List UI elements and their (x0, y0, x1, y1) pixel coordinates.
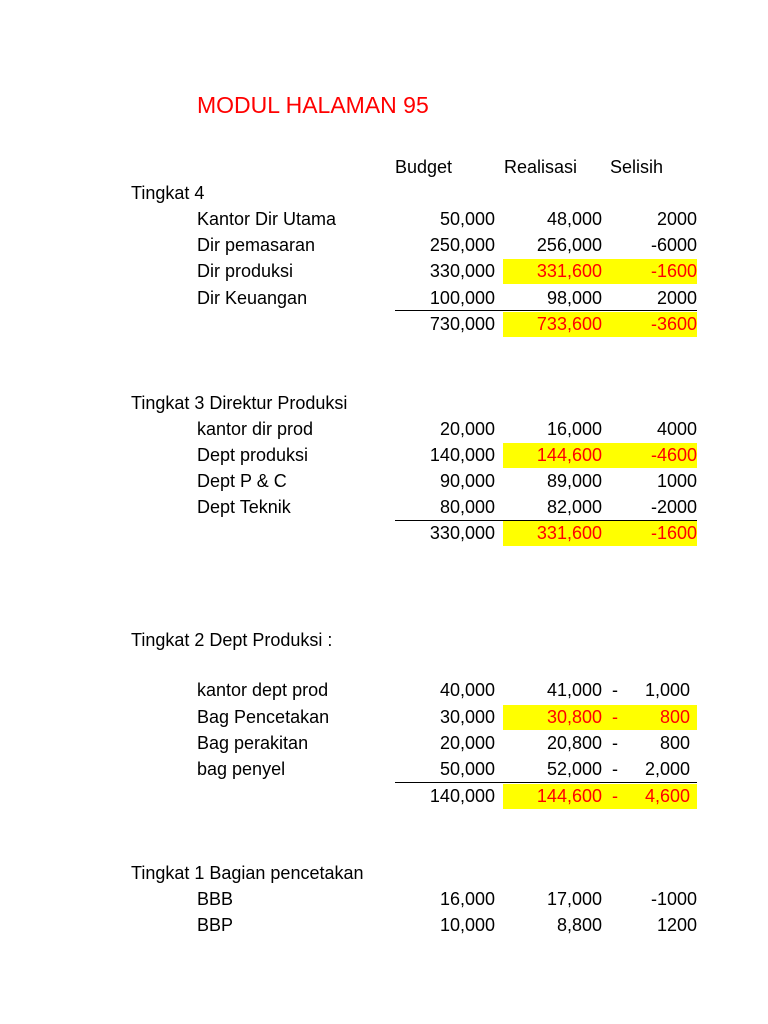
cell-budget: 80,000 (439, 497, 495, 517)
cell-minus-sign: - (612, 733, 618, 753)
cell-realisasi: 82,000 (546, 497, 602, 517)
header-budget: Budget (395, 157, 453, 177)
section-heading: Tingkat 2 Dept Produksi : (131, 630, 333, 650)
cell-realisasi-highlight: 30,800 (546, 707, 602, 727)
row-label: Dir produksi (197, 261, 294, 281)
total-realisasi: 733,600 (536, 314, 602, 334)
cell-realisasi: 256,000 (536, 235, 602, 255)
row-label: Kantor Dir Utama (197, 209, 337, 229)
row-label: Bag Pencetakan (197, 707, 330, 727)
cell-minus-sign: - (612, 707, 618, 727)
cell-realisasi: 17,000 (546, 889, 602, 909)
cell-realisasi: 20,800 (546, 733, 602, 753)
total-budget: 330,000 (429, 523, 495, 543)
cell-budget: 90,000 (439, 471, 495, 491)
cell-selisih: 2000 (656, 288, 697, 308)
row-label: bag penyel (197, 759, 286, 779)
cell-budget: 30,000 (439, 707, 495, 727)
row-label: Dept Teknik (197, 497, 291, 517)
cell-selisih: -1000 (650, 889, 697, 909)
cell-budget: 100,000 (429, 288, 495, 308)
cell-minus-sign: - (612, 786, 618, 806)
section-heading: Tingkat 4 (131, 183, 205, 203)
cell-realisasi: 48,000 (546, 209, 602, 229)
total-rule (395, 782, 697, 783)
cell-budget: 20,000 (439, 419, 495, 439)
cell-budget: 50,000 (439, 209, 495, 229)
row-label: BBB (197, 889, 234, 909)
row-label: Dept produksi (197, 445, 309, 465)
total-budget: 730,000 (429, 314, 495, 334)
total-selisih: 4,600 (644, 786, 690, 806)
cell-realisasi: 8,800 (556, 915, 602, 935)
cell-realisasi-highlight: 331,600 (536, 261, 602, 281)
cell-realisasi: 89,000 (546, 471, 602, 491)
cell-selisih: 800 (659, 733, 690, 753)
cell-budget: 140,000 (429, 445, 495, 465)
cell-budget: 16,000 (439, 889, 495, 909)
cell-minus-sign: - (612, 680, 618, 700)
row-label: kantor dir prod (197, 419, 314, 439)
cell-realisasi: 16,000 (546, 419, 602, 439)
section-heading: Tingkat 1 Bagian pencetakan (131, 863, 364, 883)
cell-selisih: -6000 (650, 235, 697, 255)
total-rule (395, 310, 697, 311)
section-heading: Tingkat 3 Direktur Produksi (131, 393, 348, 413)
cell-budget: 10,000 (439, 915, 495, 935)
cell-selisih: -2000 (650, 497, 697, 517)
cell-selisih-highlight: -1600 (650, 261, 697, 281)
cell-selisih: 1000 (656, 471, 697, 491)
cell-budget: 330,000 (429, 261, 495, 281)
cell-budget: 50,000 (439, 759, 495, 779)
header-realisasi: Realisasi (504, 157, 578, 177)
row-label: Bag perakitan (197, 733, 309, 753)
cell-selisih-highlight: 800 (659, 707, 690, 727)
total-selisih: -1600 (650, 523, 697, 543)
cell-realisasi-highlight: 144,600 (536, 445, 602, 465)
header-selisih: Selisih (610, 157, 664, 177)
cell-selisih: 2000 (656, 209, 697, 229)
page-title: MODUL HALAMAN 95 (197, 92, 429, 118)
row-label: Dir Keuangan (197, 288, 308, 308)
total-realisasi: 144,600 (536, 786, 602, 806)
row-label: BBP (197, 915, 234, 935)
cell-selisih: 2,000 (644, 759, 690, 779)
cell-budget: 20,000 (439, 733, 495, 753)
row-label: Dir pemasaran (197, 235, 316, 255)
row-label: Dept P & C (197, 471, 287, 491)
cell-budget: 40,000 (439, 680, 495, 700)
cell-realisasi: 41,000 (546, 680, 602, 700)
total-realisasi: 331,600 (536, 523, 602, 543)
cell-realisasi: 98,000 (546, 288, 602, 308)
cell-selisih: 1200 (656, 915, 697, 935)
row-label: kantor dept prod (197, 680, 329, 700)
cell-selisih: 1,000 (644, 680, 690, 700)
cell-minus-sign: - (612, 759, 618, 779)
cell-selisih-highlight: -4600 (650, 445, 697, 465)
cell-budget: 250,000 (429, 235, 495, 255)
total-selisih: -3600 (650, 314, 697, 334)
cell-selisih: 4000 (656, 419, 697, 439)
cell-realisasi: 52,000 (546, 759, 602, 779)
total-budget: 140,000 (429, 786, 495, 806)
